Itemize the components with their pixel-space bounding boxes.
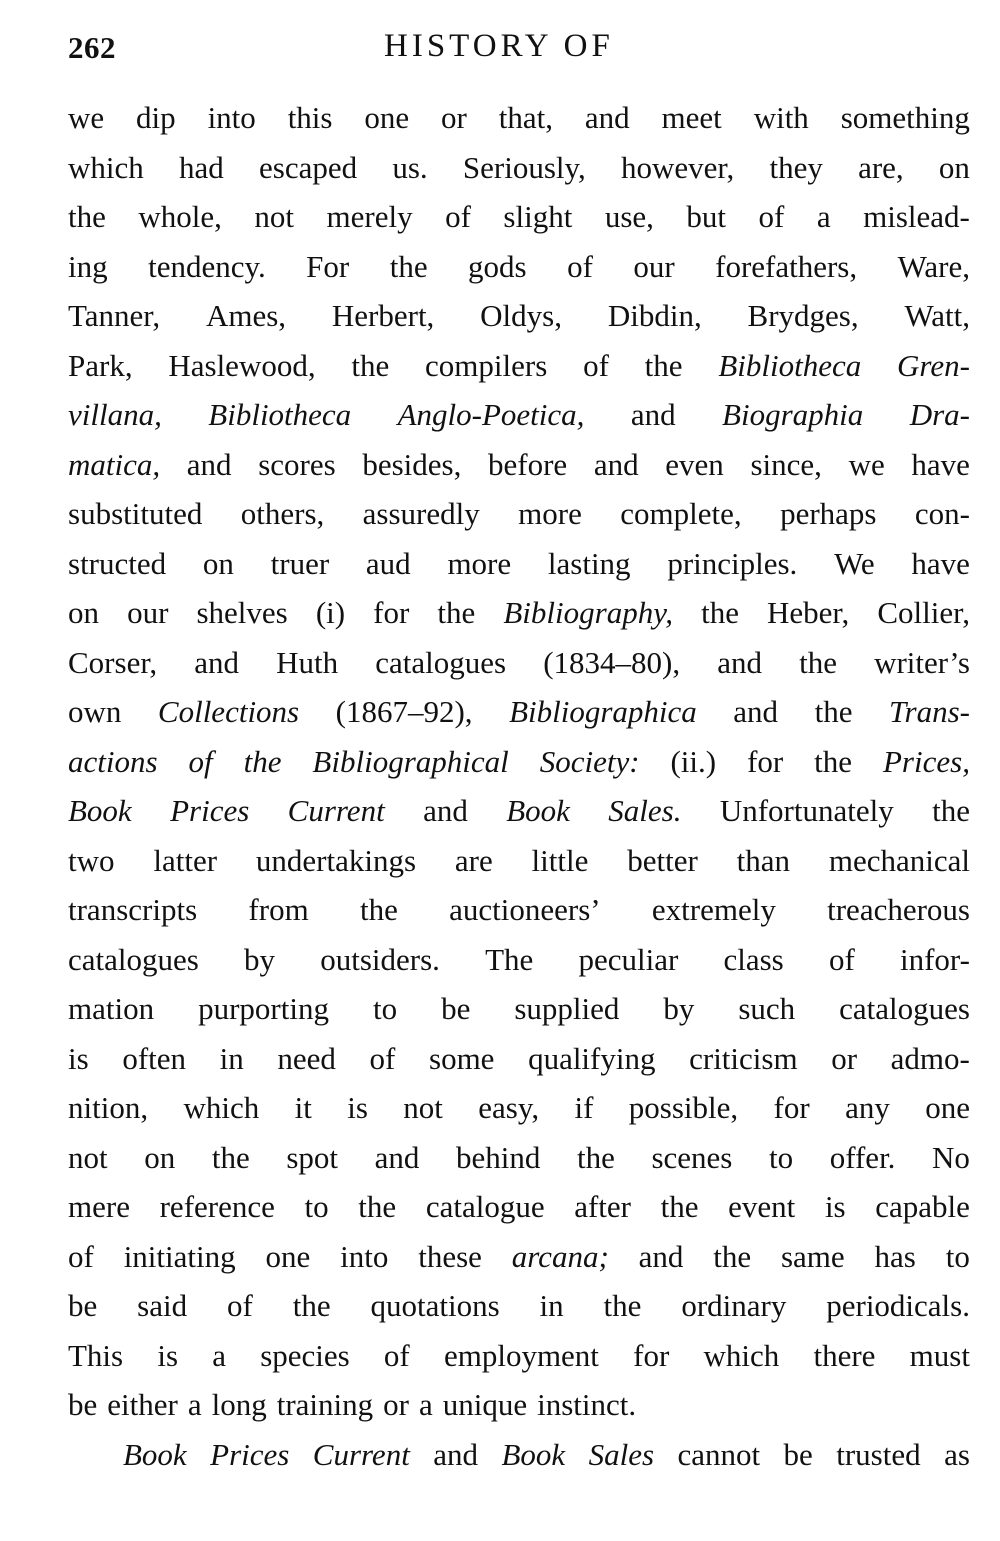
word: the (814, 694, 853, 729)
word: than (736, 842, 791, 878)
word: is (347, 1090, 368, 1125)
word: for (373, 595, 410, 630)
word: treacherous (827, 892, 970, 927)
word: the (351, 347, 390, 383)
word: offer. (829, 1139, 896, 1175)
word: employment (443, 1337, 599, 1373)
word: initiating (123, 1238, 236, 1274)
word: supplied (514, 991, 620, 1026)
word: whole, (138, 199, 222, 234)
word: trusted (836, 1436, 921, 1472)
word: the (358, 1189, 397, 1224)
word: extremely (651, 892, 776, 927)
word: and (733, 694, 779, 729)
word: Prices (170, 793, 250, 828)
word: Bibliotheca (718, 347, 862, 383)
word: if (574, 1090, 594, 1125)
word: however, (621, 149, 735, 185)
word: tendency. (148, 248, 266, 284)
word: for (633, 1337, 670, 1373)
word: outsiders. (320, 941, 440, 977)
word: Haslewood, (168, 347, 316, 383)
word: the (211, 1139, 250, 1175)
word: such (738, 991, 796, 1026)
word: actions (68, 743, 158, 779)
word: quotations (370, 1288, 500, 1323)
word: Gren- (897, 347, 970, 383)
word: little (531, 842, 589, 878)
word: has (874, 1238, 916, 1274)
word: No (932, 1139, 970, 1175)
text-line (68, 489, 970, 539)
word: The (485, 941, 534, 977)
word: on (202, 545, 234, 581)
word: since, (750, 446, 822, 482)
word: Book (501, 1436, 566, 1472)
word: on (68, 595, 99, 630)
word: to (768, 1139, 794, 1175)
word: of (828, 941, 855, 977)
word: to (372, 991, 398, 1026)
word: besides, (362, 446, 462, 482)
word: not (68, 1139, 108, 1175)
text-line (68, 440, 970, 490)
word: or (831, 1040, 858, 1076)
word: as (944, 1436, 970, 1472)
word: Seriously, (462, 149, 586, 185)
text-line (68, 1331, 970, 1381)
word: better (627, 842, 698, 878)
word: capable (875, 1189, 970, 1224)
word: peculiar (578, 941, 679, 977)
word: a (418, 1387, 433, 1422)
text-line (68, 192, 970, 242)
word: the (814, 743, 853, 779)
word: and (593, 446, 639, 482)
page-header (68, 26, 970, 74)
text-line (68, 390, 970, 440)
word: villana, (68, 397, 162, 432)
word: Book (123, 1436, 187, 1472)
word: often (122, 1040, 187, 1076)
text-line (68, 341, 970, 391)
word: Dibdin, (607, 298, 702, 333)
word: be (68, 1387, 98, 1422)
word: (ii.) (670, 743, 717, 779)
word: the (701, 595, 739, 630)
word: Watt, (904, 298, 970, 333)
word: Dra- (909, 397, 970, 432)
word: of (68, 1238, 94, 1274)
word: infor- (899, 941, 970, 977)
word: that, (498, 100, 553, 135)
word: must (909, 1337, 970, 1373)
word: more (447, 545, 512, 581)
word: escaped (259, 149, 358, 185)
word: one (925, 1090, 970, 1125)
word: catalogues (68, 941, 199, 977)
word: our (633, 248, 675, 284)
word: lasting (547, 545, 631, 581)
word: mation (68, 991, 155, 1026)
word: dip (136, 100, 176, 135)
word: substituted (68, 496, 203, 531)
word: merely (326, 199, 413, 234)
word: behind (456, 1139, 541, 1175)
text-line (68, 1182, 970, 1232)
text-line (68, 242, 970, 292)
word: cannot (677, 1436, 761, 1472)
word: a (212, 1337, 226, 1373)
word: the (243, 743, 282, 779)
word: and (423, 793, 468, 828)
word: use, (604, 199, 654, 234)
word: same (780, 1238, 845, 1274)
word: of (369, 1040, 396, 1076)
word: Oldys, (480, 298, 562, 333)
text-line (68, 1430, 970, 1480)
text-line (68, 1281, 970, 1331)
word: class (723, 941, 784, 977)
text-line (68, 1034, 970, 1084)
word: into (207, 100, 256, 135)
word: need (277, 1040, 336, 1076)
word: unique (442, 1387, 528, 1422)
word: and (638, 1238, 684, 1274)
word: purporting (198, 991, 329, 1026)
word: the (603, 1288, 642, 1323)
word: Bibliotheca (208, 397, 352, 432)
word: (i) (315, 595, 346, 630)
word: and (194, 644, 240, 680)
word: Book (68, 793, 132, 828)
word: something (840, 100, 970, 135)
word: Tanner, (68, 298, 161, 333)
word: principles. (667, 545, 798, 581)
word: Ames, (205, 298, 287, 333)
text-line (68, 588, 970, 638)
word: are (454, 842, 493, 878)
word: Herbert, (331, 298, 435, 333)
word: ordinary (681, 1288, 787, 1323)
text-line (68, 885, 970, 935)
word: spot (286, 1139, 339, 1175)
word: which (68, 149, 144, 185)
word: these (418, 1238, 482, 1274)
word: assuredly (362, 496, 480, 531)
text-line (68, 1380, 970, 1430)
word: shelves (196, 595, 288, 630)
running-title: HISTORY OF (384, 28, 614, 64)
word: either (107, 1387, 178, 1422)
word: or (441, 100, 467, 135)
word: is (68, 1040, 89, 1076)
word: truer (270, 545, 330, 581)
word: from (248, 892, 309, 927)
word: Current (312, 1436, 410, 1472)
word: not (403, 1090, 443, 1125)
word: one (265, 1238, 311, 1274)
word: we (848, 446, 885, 482)
text-line (68, 143, 970, 193)
word: which (183, 1090, 260, 1125)
word: Prices, (883, 743, 970, 779)
word: we (68, 100, 105, 135)
word: meet (661, 100, 722, 135)
word: the (389, 248, 428, 284)
word: species (260, 1337, 350, 1373)
word: for (773, 1090, 810, 1125)
word: Park, (68, 347, 133, 383)
word: some (429, 1040, 495, 1076)
word: with (753, 100, 809, 135)
word: aud (365, 545, 411, 581)
text-line (68, 1232, 970, 1282)
word: arcana; (511, 1238, 609, 1274)
word: undertakings (255, 842, 417, 878)
word: after (574, 1189, 631, 1224)
word: by (663, 991, 695, 1026)
text-line (68, 687, 970, 737)
word: compilers (425, 347, 548, 383)
word: instinct. (537, 1387, 637, 1422)
word: Anglo-Poetica, (397, 397, 585, 432)
word: of (188, 743, 213, 779)
word: and (374, 1139, 420, 1175)
word: mechanical (828, 842, 970, 878)
word: they (769, 149, 823, 185)
word: of (583, 347, 609, 383)
word: the (576, 1139, 615, 1175)
word: criticism (689, 1040, 798, 1076)
word: by (244, 941, 276, 977)
word: slight (503, 199, 573, 234)
word: catalogues (839, 991, 970, 1026)
word: are, (858, 149, 904, 185)
word: and (433, 1436, 479, 1472)
word: of (445, 199, 471, 234)
word: con- (914, 496, 970, 531)
word: Book (506, 793, 570, 828)
word: nition, (68, 1090, 149, 1125)
word: one (364, 100, 410, 135)
word: the (359, 892, 398, 927)
word: have (911, 446, 970, 482)
word: the (799, 644, 837, 680)
word: qualifying (528, 1040, 656, 1076)
word: Sales. (608, 793, 682, 828)
word: there (813, 1337, 876, 1373)
word: catalogue (425, 1189, 545, 1224)
word: Bibliography, (503, 595, 673, 630)
word: Corser, (68, 644, 158, 680)
word: and (717, 644, 762, 680)
word: We (834, 545, 875, 581)
word: Collections (157, 694, 300, 729)
word: the (660, 1189, 699, 1224)
word: event (728, 1189, 796, 1224)
word: in (219, 1040, 244, 1076)
word: or (383, 1387, 409, 1422)
word: matica, (68, 446, 161, 482)
word: the (292, 1288, 331, 1323)
word: Huth (276, 644, 339, 680)
word: the (644, 347, 683, 383)
word: catalogues (375, 644, 507, 680)
text-line (68, 836, 970, 886)
text-line (68, 539, 970, 589)
word: our (127, 595, 169, 630)
word: Brydges, (747, 298, 859, 333)
word: the (932, 793, 970, 828)
word: be (68, 1288, 98, 1323)
word: For (306, 248, 350, 284)
word: not (254, 199, 295, 234)
word: have (911, 545, 970, 581)
word: Biographia (722, 397, 864, 432)
word: us. (392, 149, 428, 185)
word: Ware, (897, 248, 970, 284)
word: on (938, 149, 970, 185)
word: This (68, 1337, 124, 1373)
word: Current (287, 793, 385, 828)
word: on (144, 1139, 176, 1175)
word: of (758, 199, 785, 234)
word: more (518, 496, 582, 531)
word: a (187, 1387, 202, 1422)
word: and (186, 446, 232, 482)
text-line (68, 737, 970, 787)
word: own (68, 694, 122, 729)
word: Society: (539, 743, 640, 779)
word: which (703, 1337, 780, 1373)
word: and (630, 397, 676, 432)
word: Bibliographical (312, 743, 509, 779)
word: but (686, 199, 727, 234)
word: mere (68, 1189, 130, 1224)
word: said (137, 1288, 188, 1323)
word: (1834–80), (543, 644, 681, 680)
word: scenes (651, 1139, 733, 1175)
word: periodicals. (826, 1288, 970, 1323)
word: long (211, 1387, 267, 1422)
word: the (713, 1238, 752, 1274)
word: Heber, (767, 595, 850, 630)
word: others, (240, 496, 325, 531)
word: Unfortunately (719, 793, 894, 828)
word: writer’s (874, 644, 970, 680)
word: for (747, 743, 784, 779)
word: of (226, 1288, 253, 1323)
word: it (294, 1090, 312, 1125)
word: (1867–92), (335, 694, 473, 729)
word: two (68, 842, 115, 878)
text-line (68, 93, 970, 143)
word: and (584, 100, 630, 135)
word: this (287, 100, 333, 135)
word: training (276, 1387, 374, 1422)
word: before (488, 446, 568, 482)
text-line (68, 786, 970, 836)
word: Sales (588, 1436, 655, 1472)
page-number: 262 (68, 30, 116, 65)
word: auctioneers’ (449, 892, 601, 927)
text-line (68, 291, 970, 341)
word: possible, (628, 1090, 739, 1125)
word: ing (68, 248, 108, 284)
word: admo- (890, 1040, 970, 1076)
word: forefathers, (715, 248, 858, 284)
word: gods (468, 248, 527, 284)
word: transcripts (68, 892, 198, 927)
word: a (816, 199, 831, 234)
word: any (845, 1090, 890, 1125)
word: into (340, 1238, 389, 1274)
word: Prices (210, 1436, 290, 1472)
word: is (157, 1337, 179, 1373)
body-text (68, 93, 970, 1479)
word: of (567, 248, 593, 284)
word: Trans- (888, 694, 970, 729)
word: complete, (620, 496, 742, 531)
word: latter (153, 842, 218, 878)
word: even (665, 446, 724, 482)
text-line (68, 638, 970, 688)
text-line (68, 1083, 970, 1133)
word: is (824, 1189, 846, 1224)
word: mislead- (863, 199, 970, 234)
word: had (179, 149, 224, 185)
text-line (68, 984, 970, 1034)
word: structed (68, 545, 167, 581)
word: in (539, 1288, 564, 1323)
word: scores (258, 446, 336, 482)
text-line (68, 935, 970, 985)
word: the (68, 199, 106, 234)
word: of (383, 1337, 410, 1373)
word: be (441, 991, 471, 1026)
text-line (68, 1133, 970, 1183)
word: Bibliographica (509, 694, 697, 729)
word: the (437, 595, 476, 630)
word: reference (159, 1189, 275, 1224)
word: be (783, 1436, 813, 1472)
word: Collier, (877, 595, 970, 630)
word: to (304, 1189, 329, 1224)
word: easy, (478, 1090, 540, 1125)
word: to (945, 1238, 970, 1274)
word: perhaps (780, 496, 877, 531)
